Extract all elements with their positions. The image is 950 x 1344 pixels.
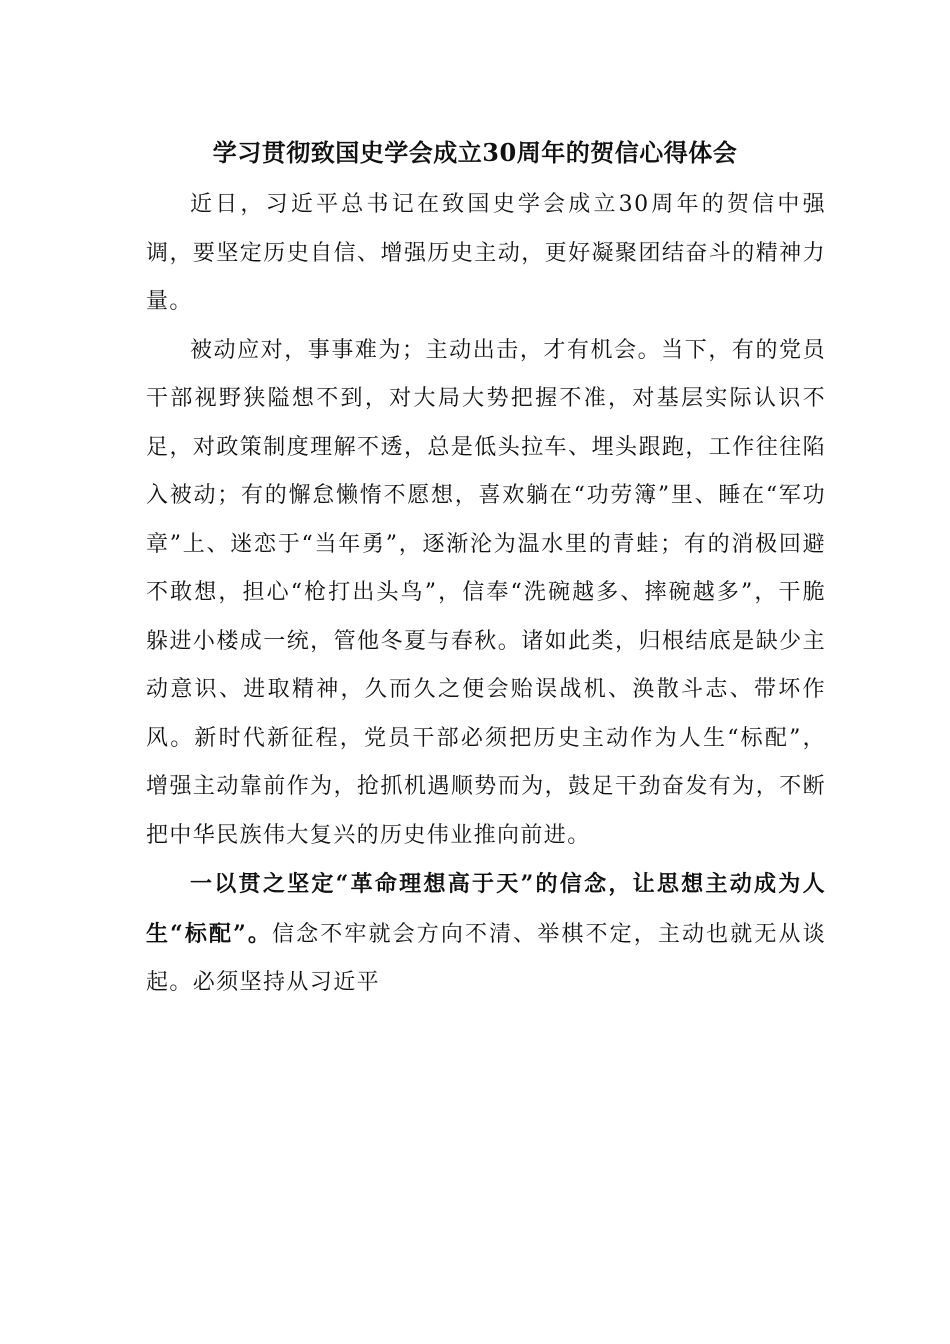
paragraph-intro bbox=[146, 181, 826, 327]
paragraph-text: 近日，习近平总书记在致国史学会成立30周年的贺信中强调，要坚定历史自信、增强历史主动，更好凝聚团结奋斗的精神力量。 bbox=[146, 192, 826, 314]
document-body bbox=[146, 181, 826, 1008]
paragraph-text: 信念不牢就会方向不清、举棋不定，主动也就无从谈起。必须坚持从习近平 bbox=[146, 921, 826, 995]
paragraph-text: 被动应对，事事难为；主动出击，才有机会。当下，有的党员干部视野狭隘想不到，对大局大势把握不准，对基层实际认识不足，对政策制度理解不透，总是低头拉车、埋头跟跑，工作往往陷入被动；有的懈怠懒惰不愿想，喜欢躺在“功劳簿”里、睡在“军功章”上、迷恋于“当年勇”，逐渐沦为温水里的青蛙；有的消极回避不敢想，担心“枪打出头鸟”，信奉“洗碗越多、摔碗越多”，干脆躲进小楼成一统，管他冬夏与春秋。诸如此类，归根结底是缺少主动意识、进取精神，久而久之便会贻误战机、涣散斗志、带坏作风。新时代新征程，党员干部必须把历史主动作为人生“标配”，增强主动靠前作为，抢抓机遇顺势而为，鼓足干劲奋发有为，不断把中华民族伟大复兴的历史伟业推向前进。 bbox=[146, 337, 826, 848]
section-heading: 一以贯之坚定“革命理想高于天”的信念，让思想主动成为人生“标配”。 bbox=[146, 871, 826, 947]
paragraph-section-1 bbox=[146, 860, 826, 1008]
paragraph-main bbox=[146, 327, 826, 861]
document-title: 学习贯彻致国史学会成立30周年的贺信心得体会 bbox=[212, 138, 738, 167]
